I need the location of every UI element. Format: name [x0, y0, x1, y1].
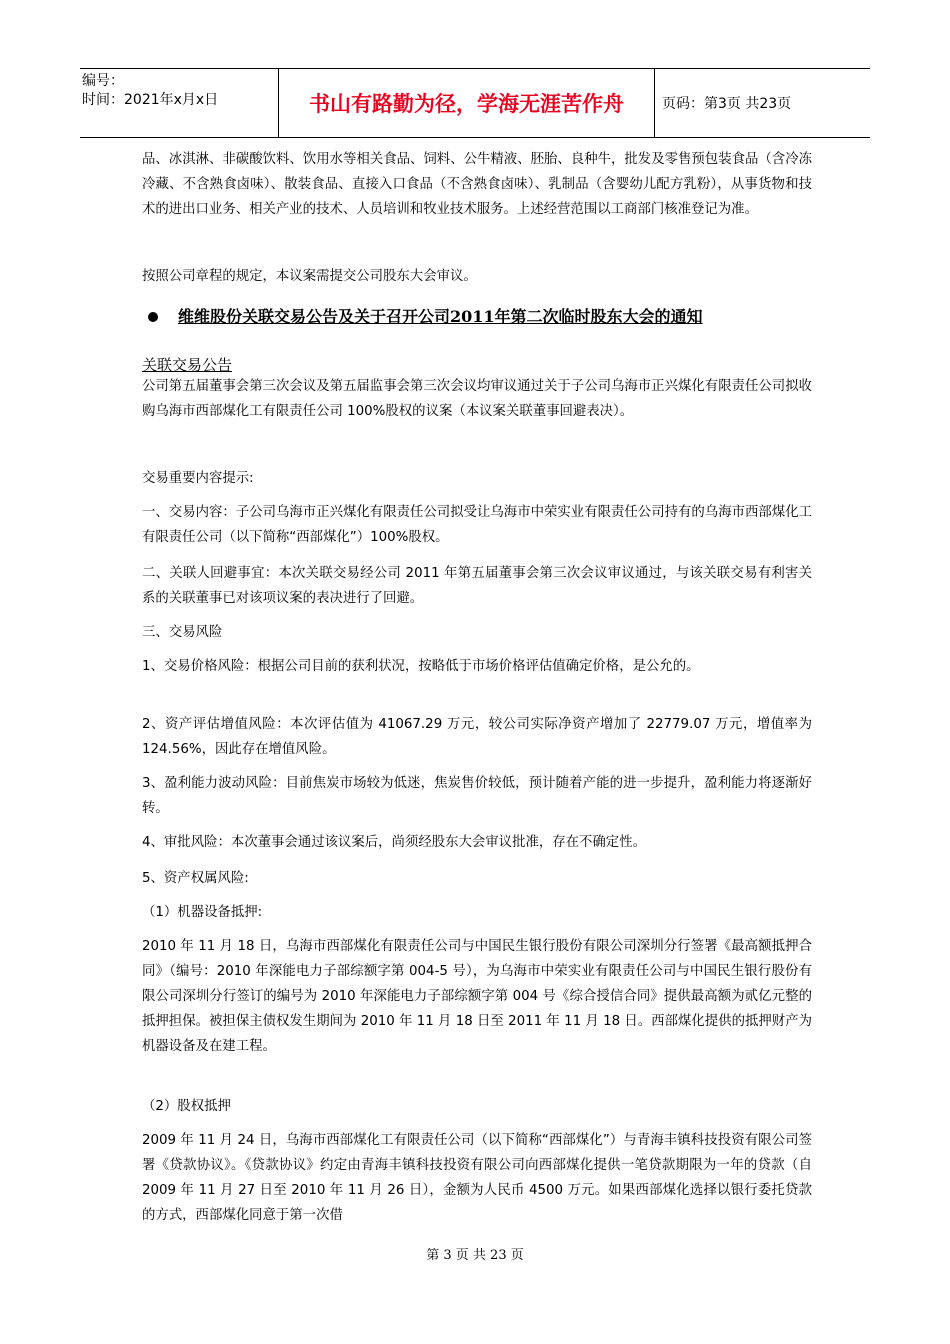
paragraph-risk-5: 5、资产权属风险: [142, 871, 249, 886]
section-title: 关联交易公告 [142, 356, 233, 374]
paragraph-loan-agreement: 2009 年 11 月 24 日，乌海市西部煤化工有限责任公司（以下简称“西部煤化”）与青海丰镇科技投资有限公司签署《贷款协议》。《贷款协议》约定由青海丰镇科技投资有限公司向西部煤化提供一笔贷款期限为一年的贷款（自 2009 年 11 月 27 日至 2010 年 11 月 26 日），金额为人民币 4500 万元。如果西部煤化选择以银行委托贷款的方式，西部煤化同意于第一次借 [142, 1133, 812, 1223]
paragraph-equity-pledge: （2）股权抵押 [142, 1099, 231, 1114]
bullet-heading [142, 303, 822, 331]
header-meta [80, 69, 279, 137]
bullet-dot-icon [148, 312, 158, 322]
document-date: 时间：2021年x月x日 [82, 92, 219, 108]
header-page-number: 页码：第3页 共23页 [662, 96, 792, 112]
paragraph-approval: 按照公司章程的规定，本议案需提交公司股东大会审议。 [142, 269, 477, 284]
paragraph-mortgage: 2010 年 11 月 18 日，乌海市西部煤化有限责任公司与中国民生银行股份有限公司深圳分行签署《最高额抵押合同》（编号：2010 年深能电力子部综额字第 004-5 号），为乌海市中荣实业有限责任公司与中国民生银行股份有限公司深圳分行签订的编号为 2010 年深能电力子部综额字第 004 号《综合授信合同》提供最高额为贰亿元整的抵押担保。被担保主债权发生期间为 2010 年 11 月 18 日至 2011 年 11 月 18 日。西部煤化提供的抵押财产为机器设备及在建工程。 [142, 939, 812, 1054]
page-footer: 第 3 页 共 23 页 [426, 1248, 524, 1263]
paragraph-intro: 公司第五届董事会第三次会议及第五届监事会第三次会议均审议通过关于子公司乌海市正兴煤化有限责任公司拟收购乌海市西部煤化工有限责任公司 100%股权的议案（本议案关联董事回避表决）。 [142, 379, 812, 419]
paragraph-equipment-pledge: （1）机器设备抵押: [142, 905, 263, 920]
paragraph-risk-3: 3、盈利能力波动风险：目前焦炭市场较为低迷，焦炭售价较低，预计随着产能的进一步提升，盈利能力将逐渐好转。 [142, 776, 812, 816]
paragraph-transaction: 一、交易内容：子公司乌海市正兴煤化有限责任公司拟受让乌海市中荣实业有限责任公司持有的乌海市西部煤化工有限责任公司（以下简称“西部煤化”）100%股权。 [142, 505, 812, 545]
paragraph-risk-1: 1、交易价格风险：根据公司目前的获利状况，按略低于市场价格评估值确定价格，是公允的。 [142, 659, 700, 674]
paragraph-risk-4: 4、审批风险：本次董事会通过该议案后，尚须经股东大会审议批准，存在不确定性。 [142, 835, 646, 850]
header-motto: 书山有路勤为径，学海无涯苦作舟 [279, 69, 655, 137]
paragraph-risk-heading: 三、交易风险 [142, 625, 223, 640]
paragraph-highlights: 交易重要内容提示: [142, 471, 254, 486]
paragraph-business-scope: 品、冰淇淋、非碳酸饮料、饮用水等相关食品、饲料、公牛精液、胚胎、良种牛，批发及零售预包装食品（含冷冻冷藏、不含熟食卤味）、散装食品、直接入口食品（不含熟食卤味）、乳制品（含婴幼儿配方乳粉），从事货物和技术的进出口业务、相关产业的技术、人员培训和牧业技术服务。上述经营范围以工商部门核准登记为准。 [142, 152, 812, 217]
paragraph-recusal: 二、关联人回避事宜：本次关联交易经公司 2011 年第五届董事会第三次会议审议通过，与该关联交易有利害关系的关联董事已对该项议案的表决进行了回避。 [142, 566, 812, 606]
paragraph-risk-2: 2、资产评估增值风险：本次评估值为 41067.29 万元，较公司实际净资产增加了 22779.07 万元，增值率为 124.56%，因此存在增值风险。 [142, 717, 812, 757]
bullet-heading-text: 维维股份关联交易公告及关于召开公司2011年第二次临时股东大会的通知 [178, 307, 703, 326]
page-header [80, 68, 870, 138]
document-number: 编号： [82, 73, 124, 89]
